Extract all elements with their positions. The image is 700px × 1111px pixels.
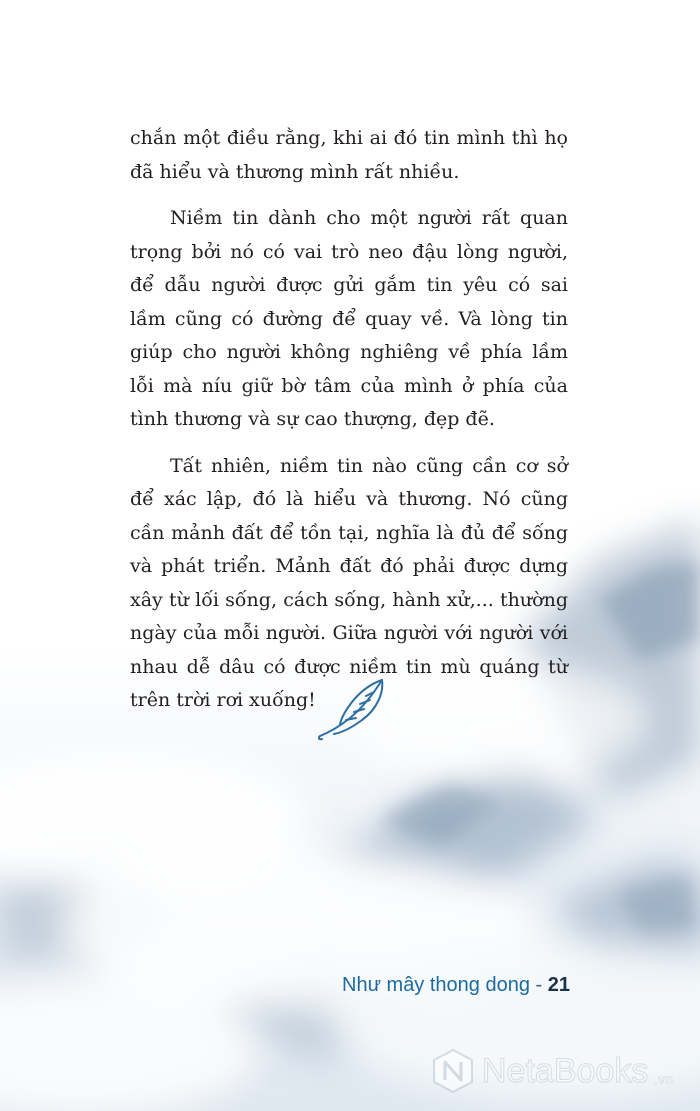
- page-footer: [342, 974, 570, 997]
- page-number: 21: [547, 974, 570, 996]
- watermark-brand: NetaBooks: [482, 1051, 649, 1090]
- paragraph-trust-foundation: Tất nhiên, niềm tin nào cũng cần cơ sở để xác lập, đó là hiểu và thương. Nó cũng cần mảnh đất để tồn tại, nghĩa là đủ để sống và phát triển. Mảnh đất đó phải được dựng xây từ lối sống, cách sống, hành xử,... thường ngày của mỗi người. Giữa người với người với nhau dễ dâu có được niềm tin mù quáng từ trên trời rơi xuống!: [130, 454, 568, 711]
- watermark-suffix: .vn: [654, 1071, 674, 1087]
- body-text: [130, 122, 568, 731]
- netabooks-logo-icon: [430, 1048, 476, 1094]
- feather-icon: [316, 676, 388, 744]
- paragraph-continuation: chắn một điều rằng, khi ai đó tin mình thì họ đã hiểu và thương mình rất nhiều.: [130, 127, 568, 183]
- watermark: [430, 1048, 673, 1094]
- paragraph-trust-importance: Niềm tin dành cho một người rất quan trọng bởi nó có vai trò neo đậu lòng người, để dẫu người được gửi gắm tin yêu có sai lầm cũng có đường để quay về. Và lòng tin giúp cho người không nghiêng về phía lầm lỗi mà níu giữ bờ tâm của mình ở phía của tình thương và sự cao thượng, đẹp đẽ.: [130, 207, 568, 430]
- book-title: Như mây thong dong -: [342, 974, 548, 996]
